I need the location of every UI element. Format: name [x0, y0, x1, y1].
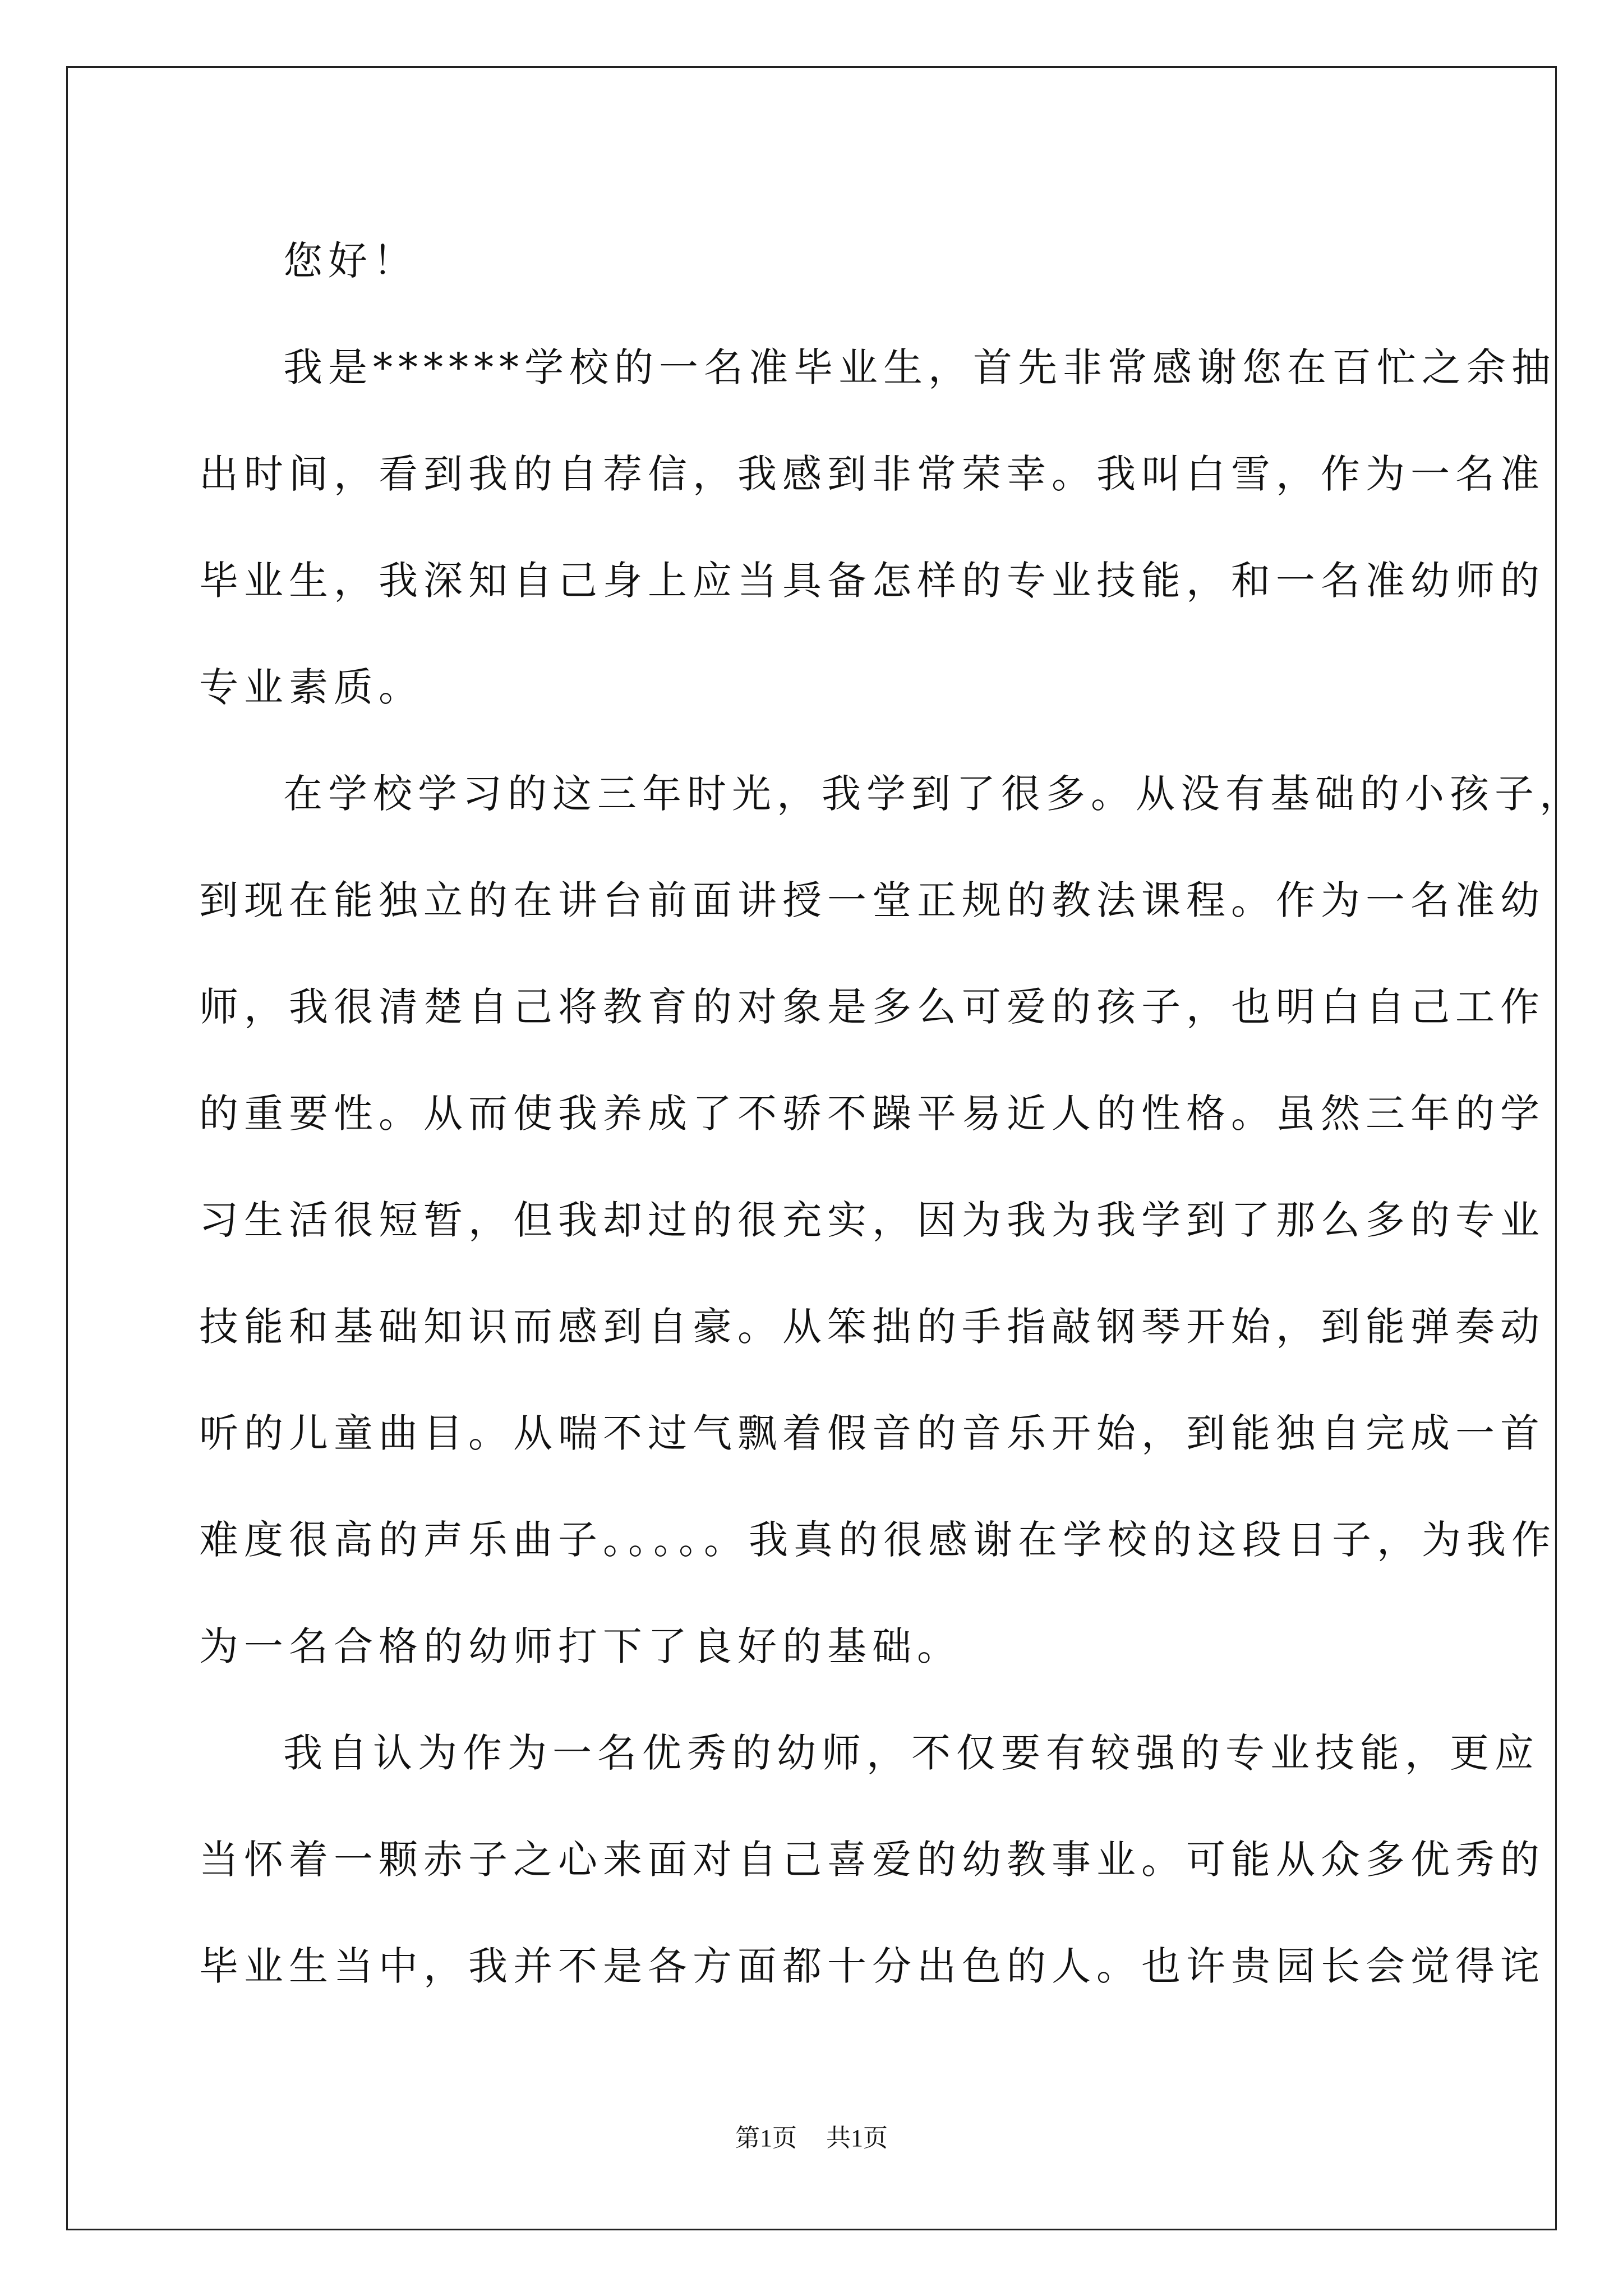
paragraph-2-line-3: 师，我很清楚自己将教育的对象是多么可爱的孩子，也明白自己工作 — [199, 984, 1545, 1030]
paragraph-2-line-2: 到现在能独立的在讲台前面讲授一堂正规的教法课程。作为一名准幼 — [199, 877, 1545, 923]
paragraph-2-line-1: 在学校学习的这三年时光，我学到了很多。从没有基础的小孩子， — [283, 771, 1584, 817]
page-number-total: 共1页 — [826, 2124, 888, 2152]
paragraph-1-line-3: 毕业生，我深知自己身上应当具备怎样的专业技能，和一名准幼师的 — [199, 558, 1545, 604]
salutation: 您好！ — [283, 238, 418, 284]
paragraph-3-line-2: 当怀着一颗赤子之心来面对自己喜爱的幼教事业。可能从众多优秀的 — [199, 1837, 1545, 1883]
paragraph-2-line-9: 为一名合格的幼师打下了良好的基础。 — [199, 1623, 962, 1669]
paragraph-2-line-8: 难度很高的声乐曲子。。。。。我真的很感谢在学校的这段日子，为我作 — [199, 1517, 1556, 1563]
page-footer — [0, 2118, 1623, 2154]
paragraph-2-line-7: 听的儿童曲目。从喘不过气飘着假音的音乐开始，到能独自完成一首 — [199, 1410, 1545, 1456]
paragraph-2-line-6: 技能和基础知识而感到自豪。从笨拙的手指敲钢琴开始，到能弹奏动 — [199, 1304, 1545, 1350]
paragraph-2-line-4: 的重要性。从而使我养成了不骄不躁平易近人的性格。虽然三年的学 — [199, 1091, 1545, 1137]
page-number-current: 第1页 — [735, 2124, 797, 2152]
paragraph-2-line-5: 习生活很短暂，但我却过的很充实，因为我为我学到了那么多的专业 — [199, 1197, 1545, 1243]
paragraph-3-line-1: 我自认为作为一名优秀的幼师，不仅要有较强的专业技能，更应 — [283, 1730, 1539, 1776]
paragraph-1-line-4: 专业素质。 — [199, 664, 423, 710]
paragraph-1-line-2: 出时间，看到我的自荐信，我感到非常荣幸。我叫白雪，作为一名准 — [199, 451, 1545, 497]
paragraph-3-line-3: 毕业生当中，我并不是各方面都十分出色的人。也许贵园长会觉得诧 — [199, 1943, 1545, 1989]
paragraph-1-line-1: 我是******学校的一名准毕业生，首先非常感谢您在百忙之余抽 — [283, 344, 1556, 390]
letter-body — [199, 208, 1584, 2019]
